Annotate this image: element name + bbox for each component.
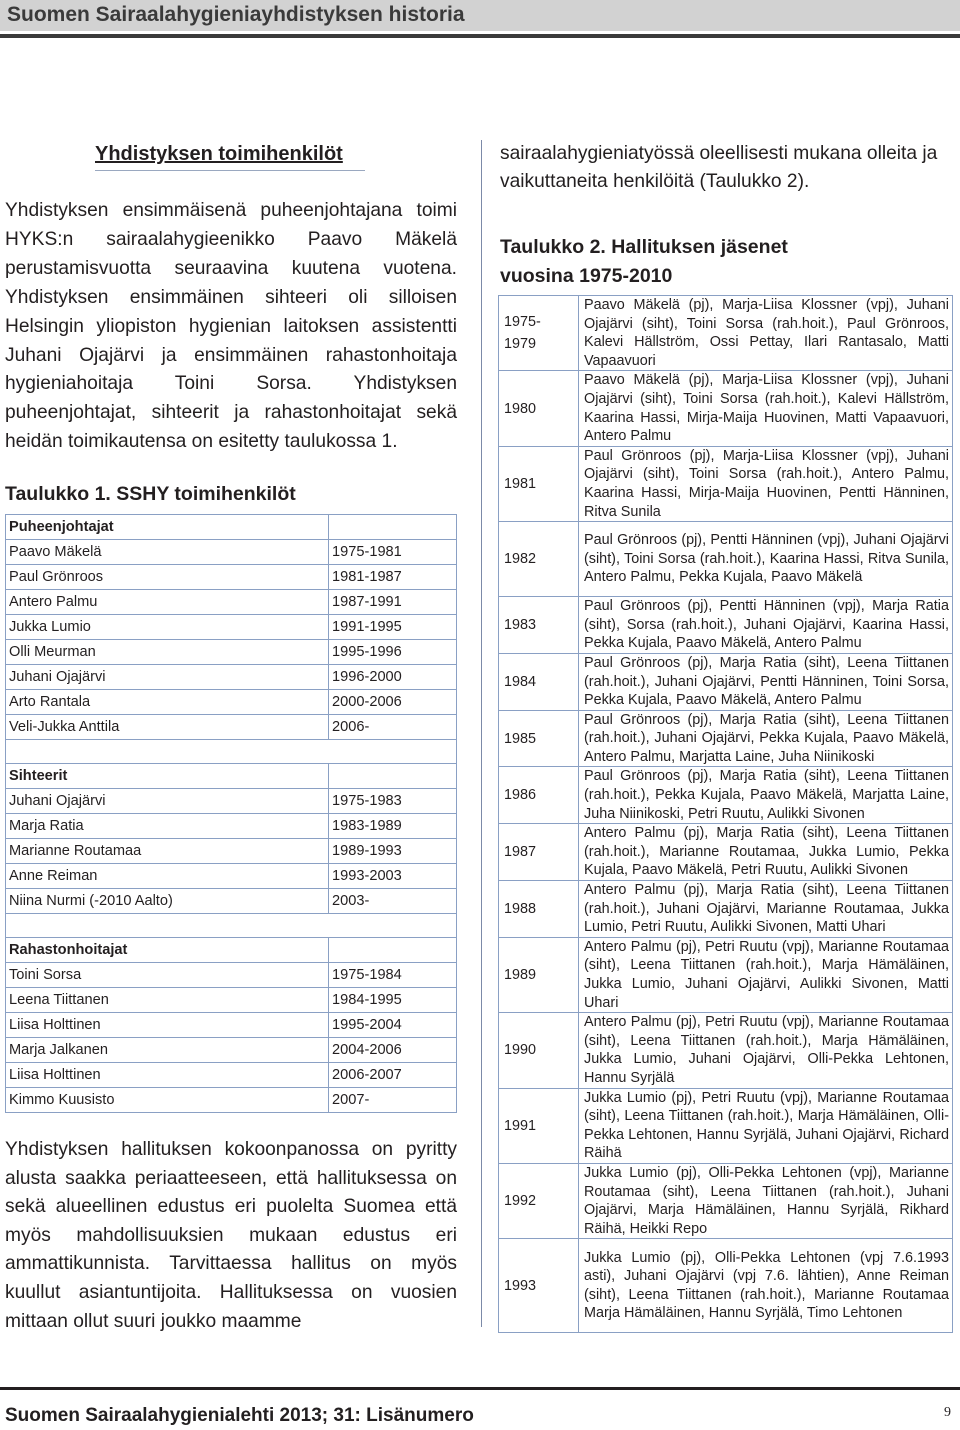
official-name: Juhani Ojajärvi: [6, 665, 329, 690]
table-row: [6, 540, 457, 565]
official-name: Paavo Mäkelä: [6, 540, 329, 565]
official-name: Liisa Holttinen: [6, 1013, 329, 1038]
official-term: 1987-1991: [329, 590, 457, 615]
official-term: 2004-2006: [329, 1038, 457, 1063]
board-year: 1988: [499, 881, 579, 938]
board-year: 1993: [499, 1239, 579, 1333]
table1-title: Taulukko 1. SSHY toimihenkilöt: [5, 483, 296, 505]
intro-paragraph: Yhdistyksen ensimmäisenä puheenjohtajana toimi HYKS:n sairaalahygieenikko Paavo Mäkelä perustamisvuotta seuraavina kuutena vuotena. Yhdistyksen ensimmäinen sihteeri oli silloisen Helsingin yliopiston hygienian laitoksen assistentti Juhani Ojajärvi ja ensimmäinen rahastonhoitaja hygieniahoitaja Toini Sorsa. Yhdistyksen puheenjohtajat, sihteerit ja rahastonhoitajat sekä heidän toimikautensa on esitetty taulukossa 1.: [5, 200, 457, 453]
group-label-empty-cell: [329, 764, 457, 789]
official-name: Marja Jalkanen: [6, 1038, 329, 1063]
board-members: Paavo Mäkelä (pj), Marja-Liisa Klossner (vpj), Juhani Ojajärvi (siht), Toini Sorsa (rah.hoit.), Kalevi Hällström, Kaarina Hassi, Mirja-Maija Huovinen, Matti Vapaavuori, Antero Palmu: [579, 371, 953, 446]
table-row: [6, 640, 457, 665]
official-term: 1975-1984: [329, 963, 457, 988]
official-name: Toini Sorsa: [6, 963, 329, 988]
official-name: Leena Tiittanen: [6, 988, 329, 1013]
board-members: Paul Grönroos (pj), Pentti Hänninen (vpj), Juhani Ojajärvi (siht), Toini Sorsa (rah.hoit.), Kaarina Hassi, Ritva Sunila, Antero Palmu, Pekka Kujala, Paavo Mäkelä: [579, 522, 953, 597]
table-row: [499, 1013, 953, 1088]
board-year: 1975- 1979: [499, 296, 579, 371]
official-term: 2000-2006: [329, 690, 457, 715]
section-heading: Yhdistyksen toimihenkilöt: [95, 143, 343, 165]
group-label-empty-cell: [329, 938, 457, 963]
table-row: [499, 522, 953, 597]
table-row: [6, 1088, 457, 1113]
table-row: [499, 1239, 953, 1333]
board-year: 1981: [499, 446, 579, 521]
table2-title-line1: Taulukko 2. Hallituksen jäsenet: [500, 236, 788, 258]
spacer-cell: [6, 740, 457, 764]
table-group-row: [6, 515, 457, 540]
official-term: 1991-1995: [329, 615, 457, 640]
officials-table: [5, 514, 457, 1113]
board-year: 1990: [499, 1013, 579, 1088]
running-header-title: Suomen Sairaalahygieniayhdistyksen historia: [7, 3, 465, 26]
official-term: 1983-1989: [329, 814, 457, 839]
board-year: 1985: [499, 710, 579, 767]
table-row: [499, 1163, 953, 1238]
official-term: 1984-1995: [329, 988, 457, 1013]
table-row: [6, 789, 457, 814]
table-row: [6, 963, 457, 988]
table-row: [499, 1088, 953, 1163]
table-row: [6, 590, 457, 615]
board-members: Jukka Lumio (pj), Olli-Pekka Lehtonen (vpj 7.6.1993 asti), Juhani Ojajärvi (vpj 7.6. lähtien), Anne Reiman (siht), Leena Tiittanen (rah.hoit.), Marianne Routamaa Marja Hämäläinen, Hannu Syrjälä, Timo Lehtonen: [579, 1239, 953, 1333]
official-term: 1975-1981: [329, 540, 457, 565]
group-label: Sihteerit: [6, 764, 329, 789]
header-bar: [0, 0, 960, 31]
board-year: 1986: [499, 767, 579, 824]
journal-footer: Suomen Sairaalahygienialehti 2013; 31: Lisänumero: [5, 1405, 474, 1426]
page-number: 9: [944, 1405, 951, 1420]
board-members: Paul Grönroos (pj), Marja Ratia (siht), Leena Tiittanen (rah.hoit.), Pekka Kujala, Paavo Mäkelä, Marjatta Laine, Juha Niinikoski, Petri Ruutu, Aulikki Sivonen: [579, 767, 953, 824]
board-members: Paul Grönroos (pj), Pentti Hänninen (vpj), Marja Ratia (siht), Sorsa (rah.hoit.), Juhani Ojajärvi, Kaarina Hassi, Pekka Kujala, Paavo Mäkelä, Antero Palmu: [579, 597, 953, 654]
table-row: [499, 653, 953, 710]
board-members: Jukka Lumio (pj), Olli-Pekka Lehtonen (vpj), Marianne Routamaa (siht), Leena Tiittanen (rah.hoit.), Juhani Ojajärvi, Marja Hämäläinen, Hannu Syrjälä, Rikhard Räihä, Heikki Repo: [579, 1163, 953, 1238]
board-year: 1989: [499, 937, 579, 1012]
official-term: 2006-2007: [329, 1063, 457, 1088]
table-row: [6, 1038, 457, 1063]
table-row: [6, 889, 457, 914]
official-name: Veli-Jukka Anttila: [6, 715, 329, 740]
board-paragraph: Yhdistyksen hallituksen kokoonpanossa on pyritty alusta saakka periaatteeseen, että hallituksessa on sekä alueellinen edustus eri puolelta Suomea että myös mahdollisuuksien mukaan edustus eri ammattikunnista. Tarvittaessa hallitus on myös kuullut asiantuntijoita. Hallituksessa on vuosien mittaan ollut suuri joukko maamme: [5, 1139, 457, 1332]
official-name: Olli Meurman: [6, 640, 329, 665]
board-members: Paul Grönroos (pj), Marja Ratia (siht), Leena Tiittanen (rah.hoit.), Juhani Ojajärvi, Pekka Kujala, Paavo Mäkelä, Antero Palmu, Marjatta Laine, Juha Niinikoski: [579, 710, 953, 767]
table-row: [499, 446, 953, 521]
continued-paragraph: sairaalahygieniatyössä oleellisesti mukana olleita ja vaikuttaneita henkilöitä (Taulukko 2).: [500, 143, 938, 192]
table-row: [6, 988, 457, 1013]
board-year: 1992: [499, 1163, 579, 1238]
official-name: Antero Palmu: [6, 590, 329, 615]
table-group-row: [6, 938, 457, 963]
official-name: Kimmo Kuusisto: [6, 1088, 329, 1113]
board-members-table: [498, 295, 953, 1333]
official-term: 2003-: [329, 889, 457, 914]
table-row: [6, 864, 457, 889]
group-label-empty-cell: [329, 515, 457, 540]
board-year: 1982: [499, 522, 579, 597]
table-row: [499, 824, 953, 881]
table-row: [499, 371, 953, 446]
table-spacer-row: [6, 740, 457, 764]
table-row: [6, 615, 457, 640]
board-year: 1983: [499, 597, 579, 654]
board-year: 1984: [499, 653, 579, 710]
table-row: [6, 814, 457, 839]
table-row: [499, 296, 953, 371]
board-members: Jukka Lumio (pj), Petri Ruutu (vpj), Marianne Routamaa (siht), Leena Tiittanen (rah.hoit.), Marja Hämäläinen, Olli-Pekka Lehtonen, Hannu Syrjälä, Juhani Ojajärvi, Richard Räihä: [579, 1088, 953, 1163]
group-label: Rahastonhoitajat: [6, 938, 329, 963]
table-row: [499, 597, 953, 654]
spacer-cell: [6, 914, 457, 938]
table-row: [6, 565, 457, 590]
official-name: Marianne Routamaa: [6, 839, 329, 864]
board-year: 1980: [499, 371, 579, 446]
official-name: Anne Reiman: [6, 864, 329, 889]
official-name: Niina Nurmi (-2010 Aalto): [6, 889, 329, 914]
table-row: [6, 690, 457, 715]
official-term: 1993-2003: [329, 864, 457, 889]
board-members: Antero Palmu (pj), Petri Ruutu (vpj), Marianne Routamaa (siht), Leena Tiittanen (rah.hoit.), Marja Hämäläinen, Jukka Lumio, Juhani Ojajärvi, Olli-Pekka Lehtonen, Hannu Syrjälä: [579, 1013, 953, 1088]
official-term: 1975-1983: [329, 789, 457, 814]
section-heading-rule: [95, 170, 365, 171]
official-name: Liisa Holttinen: [6, 1063, 329, 1088]
official-term: 1995-2004: [329, 1013, 457, 1038]
table2-title-line2: vuosina 1975-2010: [500, 265, 673, 287]
official-name: Juhani Ojajärvi: [6, 789, 329, 814]
column-divider: [481, 140, 482, 1327]
official-term: 2006-: [329, 715, 457, 740]
official-name: Paul Grönroos: [6, 565, 329, 590]
official-term: 1995-1996: [329, 640, 457, 665]
official-term: 2007-: [329, 1088, 457, 1113]
table-row: [6, 1063, 457, 1088]
table-spacer-row: [6, 914, 457, 938]
table-row: [499, 937, 953, 1012]
board-year: 1991: [499, 1088, 579, 1163]
official-term: 1981-1987: [329, 565, 457, 590]
board-year: 1987: [499, 824, 579, 881]
table-row: [6, 665, 457, 690]
table-row: [6, 1013, 457, 1038]
footer-rule: [0, 1387, 960, 1390]
board-members: Antero Palmu (pj), Petri Ruutu (vpj), Marianne Routamaa (siht), Leena Tiittanen (rah.hoit.), Marja Hämäläinen, Jukka Lumio, Juhani Ojajärvi, Aulikki Sivonen, Matti Uhari: [579, 937, 953, 1012]
official-term: 1989-1993: [329, 839, 457, 864]
board-members: Antero Palmu (pj), Marja Ratia (siht), Leena Tiittanen (rah.hoit.), Marianne Routamaa, Jukka Lumio, Pekka Kujala, Paavo Mäkelä, Petri Ruutu, Aulikki Sivonen: [579, 824, 953, 881]
official-term: 1996-2000: [329, 665, 457, 690]
board-members: Paul Grönroos (pj), Marja Ratia (siht), Leena Tiittanen (rah.hoit.), Juhani Ojajärvi, Pentti Hänninen, Toini Sorsa, Pekka Kujala, Paavo Mäkelä, Antero Palmu: [579, 653, 953, 710]
board-members: Paul Grönroos (pj), Marja-Liisa Klossner (vpj), Juhani Ojajärvi (siht), Toini Sorsa (rah.hoit.), Antero Palmu, Kaarina Hassi, Mirja-Maija Huovinen, Pentti Hänninen, Ritva Sunila: [579, 446, 953, 521]
table-row: [499, 710, 953, 767]
table-row: [6, 715, 457, 740]
group-label: Puheenjohtajat: [6, 515, 329, 540]
table-row: [499, 767, 953, 824]
header-rule: [0, 34, 960, 38]
table-group-row: [6, 764, 457, 789]
table2-title: [500, 233, 788, 291]
official-name: Jukka Lumio: [6, 615, 329, 640]
table-row: [6, 839, 457, 864]
board-members: Paavo Mäkelä (pj), Marja-Liisa Klossner (vpj), Juhani Ojajärvi (siht), Toini Sorsa (rah.hoit.), Paul Grönroos, Kalevi Hällström, Ossi Pettay, Ilari Rantasalo, Matti Vapaavuori: [579, 296, 953, 371]
official-name: Marja Ratia: [6, 814, 329, 839]
official-name: Arto Rantala: [6, 690, 329, 715]
board-members: Antero Palmu (pj), Marja Ratia (siht), Leena Tiittanen (rah.hoit.), Juhani Ojajärvi, Marianne Routamaa, Jukka Lumio, Petri Ruutu, Aulikki Sivonen, Matti Uhari: [579, 881, 953, 938]
table-row: [499, 881, 953, 938]
